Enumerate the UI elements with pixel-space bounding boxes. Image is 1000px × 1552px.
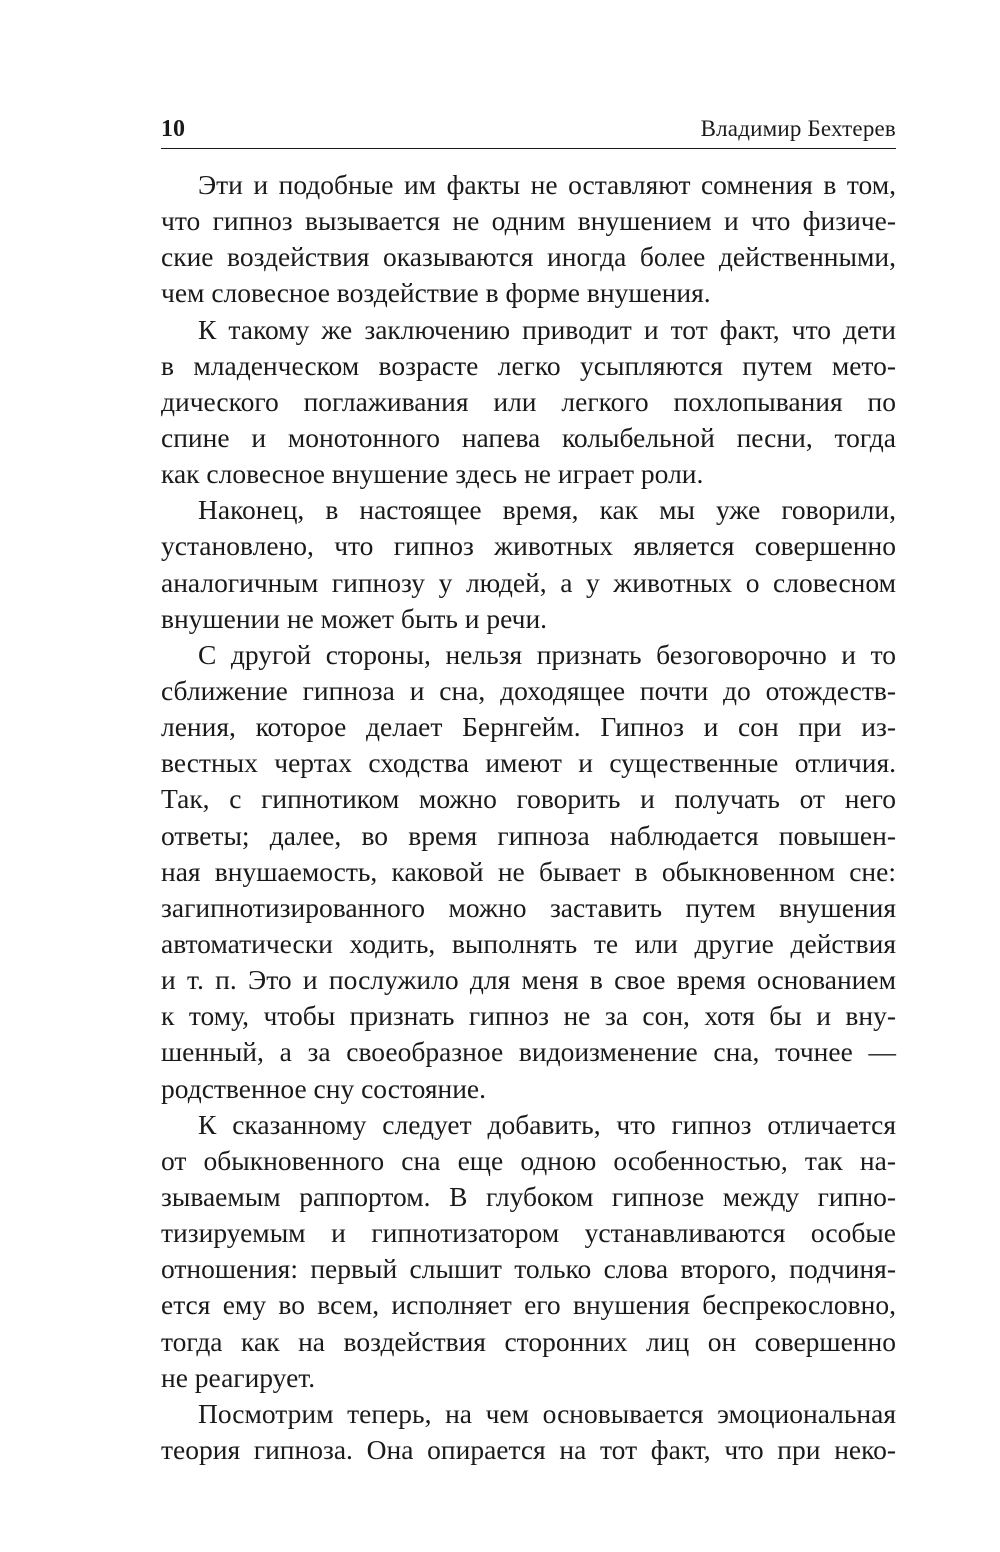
text-line: зываемым раппортом. В глубоком гипнозе между гипно-: [161, 1180, 896, 1212]
text-line: ная внушаемость, каковой не бывает в обыкновенном сне:: [161, 855, 896, 887]
body-text: [161, 167, 896, 1468]
text-line: к тому, чтобы признать гипноз не за сон, хотя бы и вну-: [161, 1000, 896, 1032]
text-line: что гипноз вызывается не одним внушением и что физиче-: [161, 205, 896, 237]
text-line: тогда как на воздействия сторонних лиц он совершенно: [161, 1325, 896, 1357]
text-line: в младенческом возрасте легко усыпляются путем мето-: [161, 349, 896, 381]
running-head-author: Владимир Бехтерев: [700, 116, 896, 141]
text-line: аналогичным гипнозу у людей, а у животных о словесном: [161, 566, 896, 598]
text-line: как словесное внушение здесь не играет роли.: [161, 458, 704, 490]
text-line: внушении не может быть и речи.: [161, 602, 548, 634]
text-line: тизируемым и гипнотизатором устанавливаются особые: [161, 1217, 896, 1249]
text-line: ские воздействия оказываются иногда более действенными,: [161, 241, 896, 273]
page-number: 10: [161, 116, 185, 142]
paragraph-first-line: К такому же заключению приводит и тот факт, что дети: [198, 313, 896, 345]
text-line: родственное сну состояние.: [161, 1072, 486, 1104]
text-line: шенный, а за своеобразное видоизменение сна, точнее —: [161, 1036, 896, 1068]
text-line: и т. п. Это и послужило для меня в свое время основанием: [161, 964, 896, 996]
text-line: не реагирует.: [161, 1361, 316, 1393]
running-head: [161, 112, 896, 149]
paragraph-first-line: Наконец, в настоящее время, как мы уже говорили,: [198, 494, 896, 526]
text-line: теория гипноза. Она опирается на тот факт, что при неко-: [161, 1433, 896, 1465]
text-line: ется ему во всем, исполняет его внушения беспрекословно,: [161, 1289, 896, 1321]
text-line: вестных чертах сходства имеют и существенные отличия.: [161, 747, 896, 779]
paragraph-first-line: Посмотрим теперь, на чем основывается эмоциональная: [198, 1397, 896, 1429]
text-line: Так, с гипнотиком можно говорить и получать от него: [161, 783, 896, 815]
text-line: ления, которое делает Бернгейм. Гипноз и сон при из-: [161, 711, 896, 743]
text-line: от обыкновенного сна еще одною особенностью, так на-: [161, 1144, 896, 1176]
text-line: спине и монотонного напева колыбельной песни, тогда: [161, 421, 896, 453]
text-line: дического поглаживания или легкого похлопывания по: [161, 385, 896, 417]
text-line: автоматически ходить, выполнять те или другие действия: [161, 927, 896, 959]
text-line: установлено, что гипноз животных является совершенно: [161, 530, 896, 562]
book-page: [161, 0, 896, 1552]
paragraph-first-line: К сказанному следует добавить, что гипноз отличается: [198, 1108, 896, 1140]
text-line: чем словесное воздействие в форме внушения.: [161, 277, 711, 309]
text-line: ответы; далее, во время гипноза наблюдается повышен-: [161, 819, 896, 851]
text-line: загипнотизированного можно заставить путем внушения: [161, 891, 896, 923]
paragraph-first-line: Эти и подобные им факты не оставляют сомнения в том,: [198, 169, 896, 200]
text-line: отношения: первый слышит только слова второго, подчиня-: [161, 1253, 896, 1285]
text-line: сближение гипноза и сна, доходящее почти до отождеств-: [161, 674, 896, 706]
paragraph-first-line: С другой стороны, нельзя признать безоговорочно и то: [198, 638, 896, 670]
